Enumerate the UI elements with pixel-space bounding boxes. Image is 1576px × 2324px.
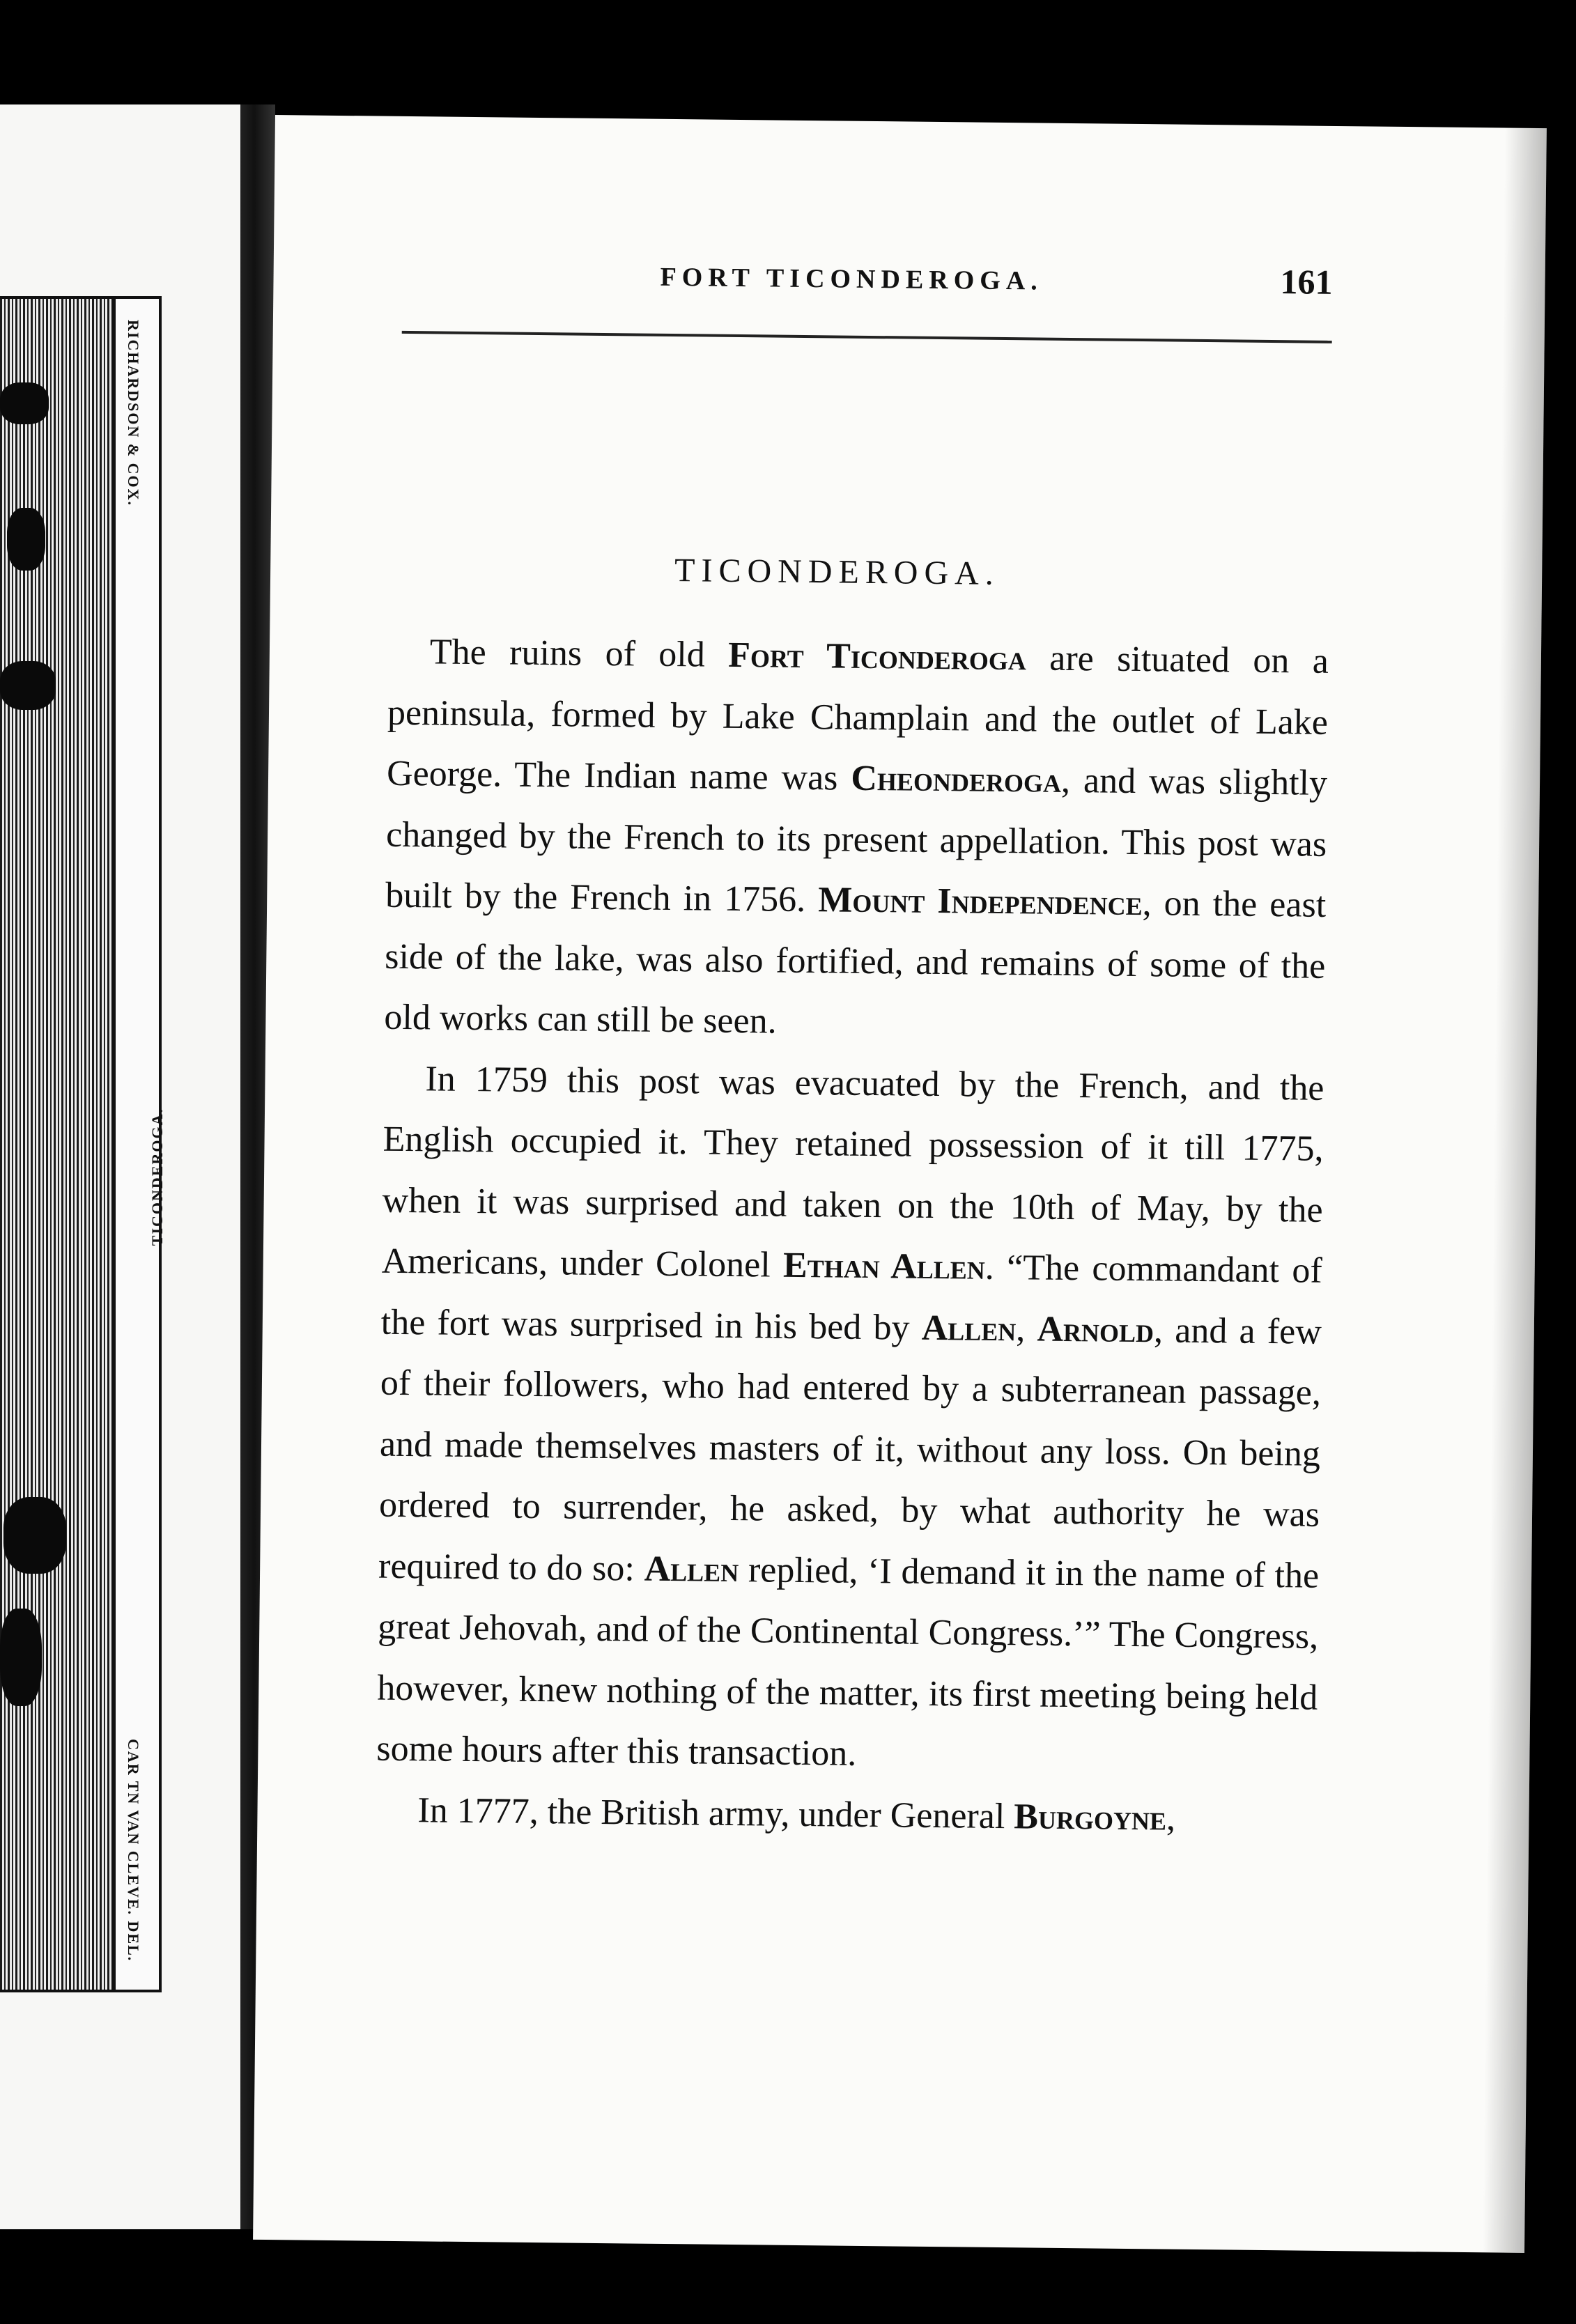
header-rule — [402, 331, 1332, 343]
facing-page — [0, 104, 240, 2229]
fort-name: Fort Ticonderoga — [727, 635, 1027, 679]
mount-name: Mount Independence — [817, 880, 1143, 924]
section-title: TICONDEROGA. — [674, 552, 1001, 592]
indian-name: Cheonderoga — [851, 758, 1062, 800]
plate-illustration — [0, 299, 111, 1990]
engraved-plate — [0, 296, 162, 1992]
paragraph-3: In 1777, the British army, under General Burgoyne, — [417, 1790, 1176, 1838]
plate-caption: TICONDEROGA. — [148, 1108, 166, 1246]
running-head: FORT TICONDEROGA. — [660, 262, 1044, 296]
artist-credit: CAR TN VAN CLEVE. DEL. — [125, 1738, 142, 1962]
page-number: 161 — [1280, 262, 1333, 302]
body-text — [376, 621, 1329, 1850]
paragraph-1: The ruins of old Fort Ticonderoga are situated on a peninsula, formed by Lake Champlain and the outlet of Lake George. The Indian name was Cheonderoga, and was slightly changed by the French to its present appellation. This post was built by the French in 1756. Mount Independence, on the east side of the lake, was also fortified, and remains of some of the old works can still be seen. — [384, 632, 1329, 1041]
engraver-credit: RICHARDSON & COX. — [125, 320, 142, 507]
plate-frame-line — [111, 299, 116, 1990]
book-page — [253, 115, 1547, 2253]
paragraph-2: In 1759 this post was evacuated by the French, and the English occupied it. They retained possession of it till 1775, when it was surprised and taken on the 10th of May, by the Americans, under Colonel Ethan Allen. “The commandant of the fort was surprised in his bed by Allen, Arnold, and a few of their followers, who had entered by a subterranean passage, and made themselves masters of it, without any loss. On being ordered to surrender, he asked, by what authority he was required to do so: Allen replied, ‘I demand it in the name of the great Jehovah, and of the Continental Congress.’” The Congress, however, knew nothing of the matter, its first meeting being held some hours after this transaction. — [376, 1058, 1324, 1774]
